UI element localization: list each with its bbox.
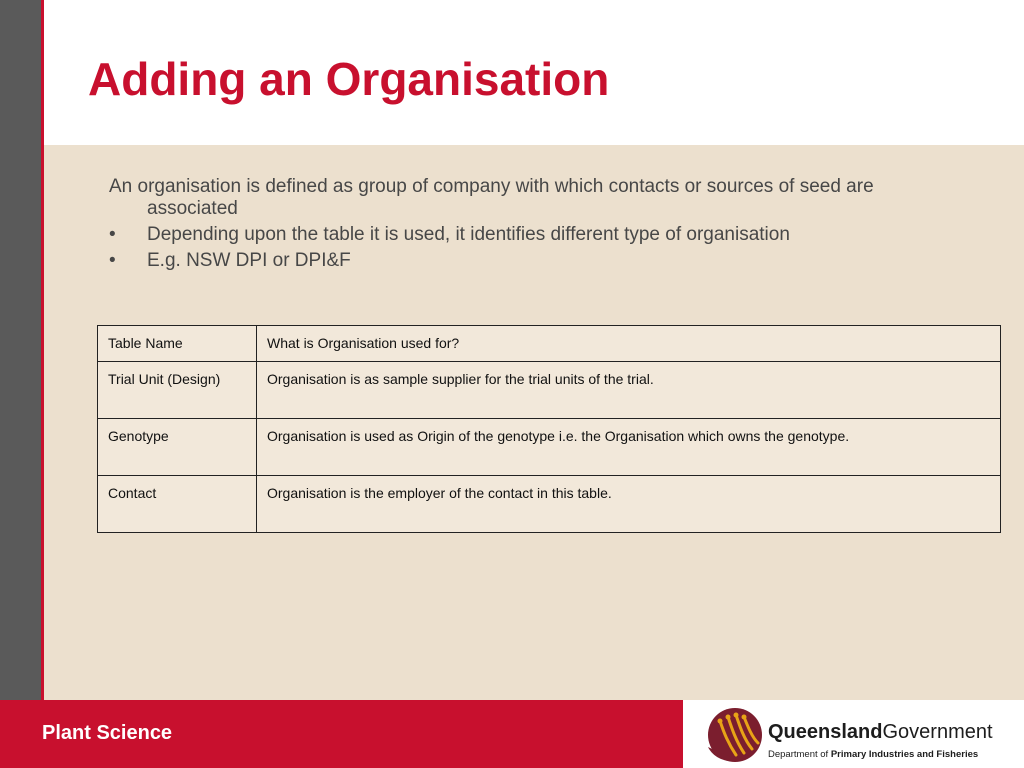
bullet-marker: • xyxy=(109,250,116,271)
table-row xyxy=(98,419,1001,476)
intro-paragraph: An organisation is defined as group of company with which contacts or sources of seed are associated xyxy=(109,176,874,219)
logo-department-prefix: Department of xyxy=(768,749,831,760)
logo-wordmark-regular: Government xyxy=(882,721,993,743)
logo-department-bold: Primary Industries and Fisheries xyxy=(830,749,979,760)
bullet-text: Depending upon the table it is used, it identifies different type of organisation xyxy=(147,224,790,245)
queensland-government-logo-icon xyxy=(706,707,768,763)
table-cell-name: Contact xyxy=(98,476,257,533)
table-cell-usage: Organisation is the employer of the contact in this table. xyxy=(257,476,1001,533)
table-cell-usage: Organisation is used as Origin of the genotype i.e. the Organisation which owns the genotype. xyxy=(257,419,1001,476)
table-cell-name: Trial Unit (Design) xyxy=(98,362,257,419)
bullet-marker: • xyxy=(109,224,116,245)
header-table-name: Table Name xyxy=(98,326,257,362)
organisation-usage-table xyxy=(97,325,1001,533)
logo-wordmark xyxy=(768,721,993,744)
logo-wordmark-bold: Queensland xyxy=(768,721,883,743)
logo-department xyxy=(768,749,978,760)
table-row xyxy=(98,362,1001,419)
table-header-row xyxy=(98,326,1001,362)
table-cell-name: Genotype xyxy=(98,419,257,476)
bullet-text: E.g. NSW DPI or DPI&F xyxy=(147,250,351,271)
table-cell-usage: Organisation is as sample supplier for the trial units of the trial. xyxy=(257,362,1001,419)
bullet-item xyxy=(109,224,929,246)
slide-title: Adding an Organisation xyxy=(88,53,610,105)
bullet-item xyxy=(109,250,929,272)
footer-label: Plant Science xyxy=(42,722,173,744)
header-usage: What is Organisation used for? xyxy=(257,326,1001,362)
body-text xyxy=(109,176,929,276)
left-sidebar-bar xyxy=(0,0,41,700)
table-row xyxy=(98,476,1001,533)
